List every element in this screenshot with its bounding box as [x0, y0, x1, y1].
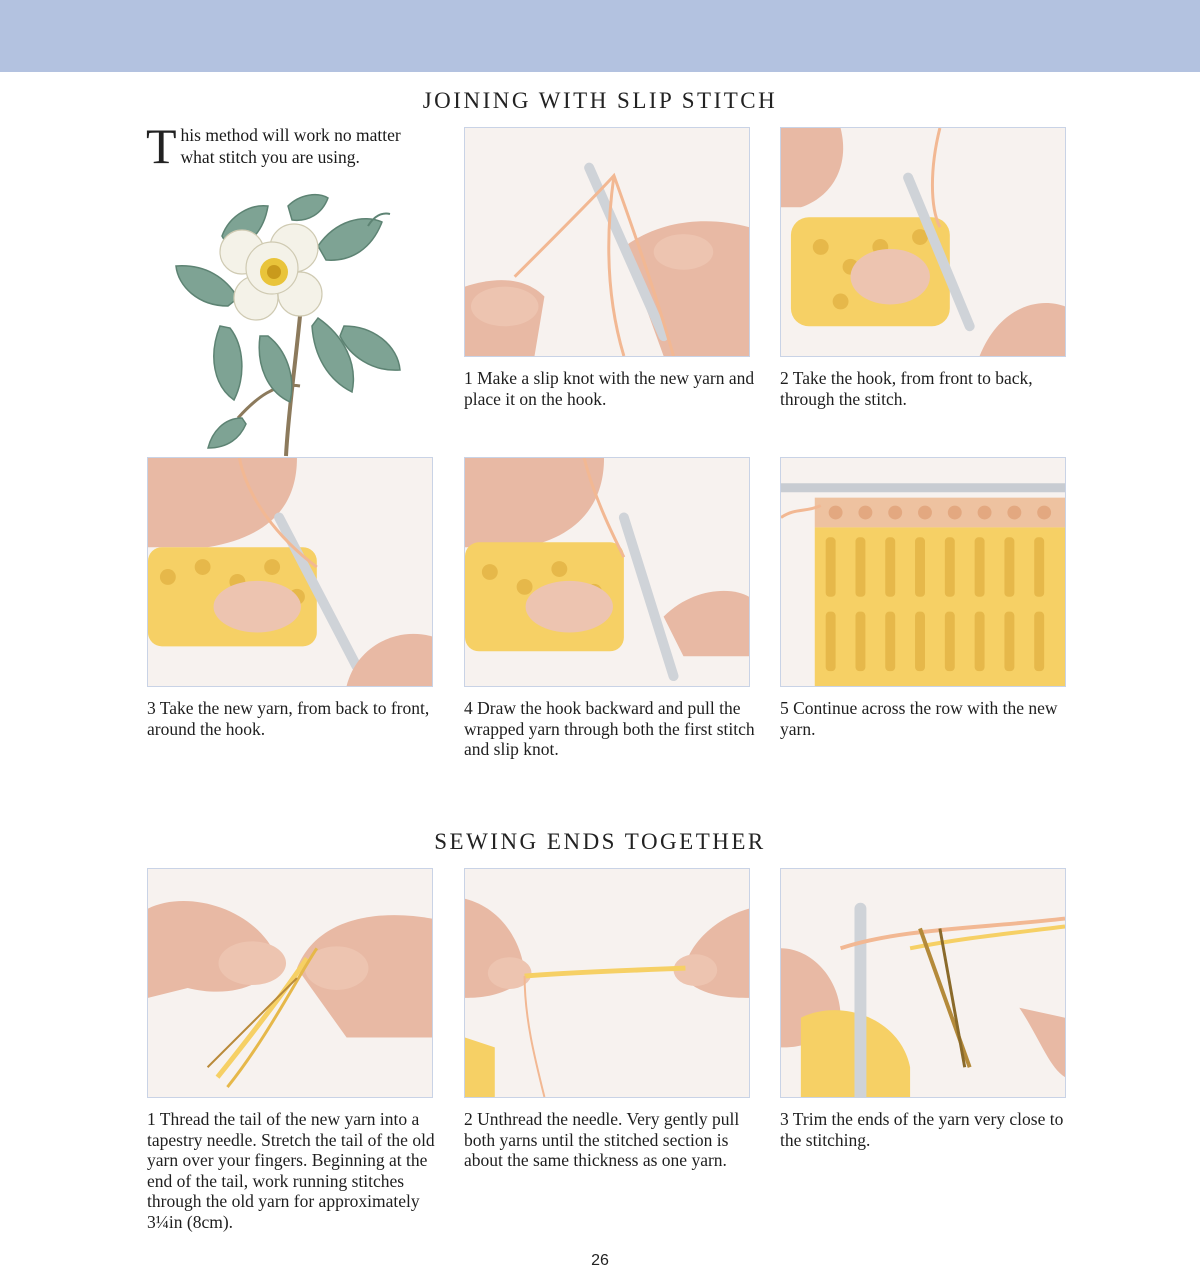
header-band: [0, 0, 1200, 72]
page-number: 26: [591, 1252, 609, 1269]
section-title-joining: JOINING WITH SLIP STITCH: [422, 88, 778, 113]
caption-sew-step-2: 2 Unthread the needle. Very gently pull both yarns until the stitched section is about the same thickness as one yarn.: [464, 1109, 740, 1170]
photo-sew-step-1: [147, 868, 433, 1098]
caption-join-step-5: 5 Continue across the row with the new yarn.: [780, 698, 1058, 739]
drop-cap: T: [146, 118, 177, 174]
caption-join-step-1: 1 Make a slip knot with the new yarn and place it on the hook.: [464, 368, 755, 409]
camellia-illustration: [168, 186, 408, 461]
photo-join-step-4: [464, 457, 750, 687]
photo-join-step-1: [464, 127, 750, 357]
intro-paragraph: [146, 118, 436, 174]
caption-join-step-4: 4 Draw the hook backward and pull the wrapped yarn through both the first stitch and slip knot.: [464, 698, 755, 759]
section-title-sewing: SEWING ENDS TOGETHER: [434, 829, 766, 854]
intro-text: his method will work no matter what stitch you are using.: [180, 125, 401, 167]
photo-join-step-3: [147, 457, 433, 687]
photo-join-step-2: [780, 127, 1066, 357]
caption-join-step-3: 3 Take the new yarn, from back to front, around the hook.: [147, 698, 430, 739]
photo-sew-step-3: [780, 868, 1066, 1098]
caption-sew-step-1: 1 Thread the tail of the new yarn into a tapestry needle. Stretch the tail of the old yarn over your fingers. Beginning at the end of the tail, work running stitches through the old yarn for approximately 3¼in (8cm).: [147, 1109, 435, 1232]
caption-sew-step-3: 3 Trim the ends of the yarn very close to the stitching.: [780, 1109, 1064, 1150]
photo-sew-step-2: [464, 868, 750, 1098]
photo-join-step-5: [780, 457, 1066, 687]
caption-join-step-2: 2 Take the hook, from front to back, through the stitch.: [780, 368, 1033, 409]
